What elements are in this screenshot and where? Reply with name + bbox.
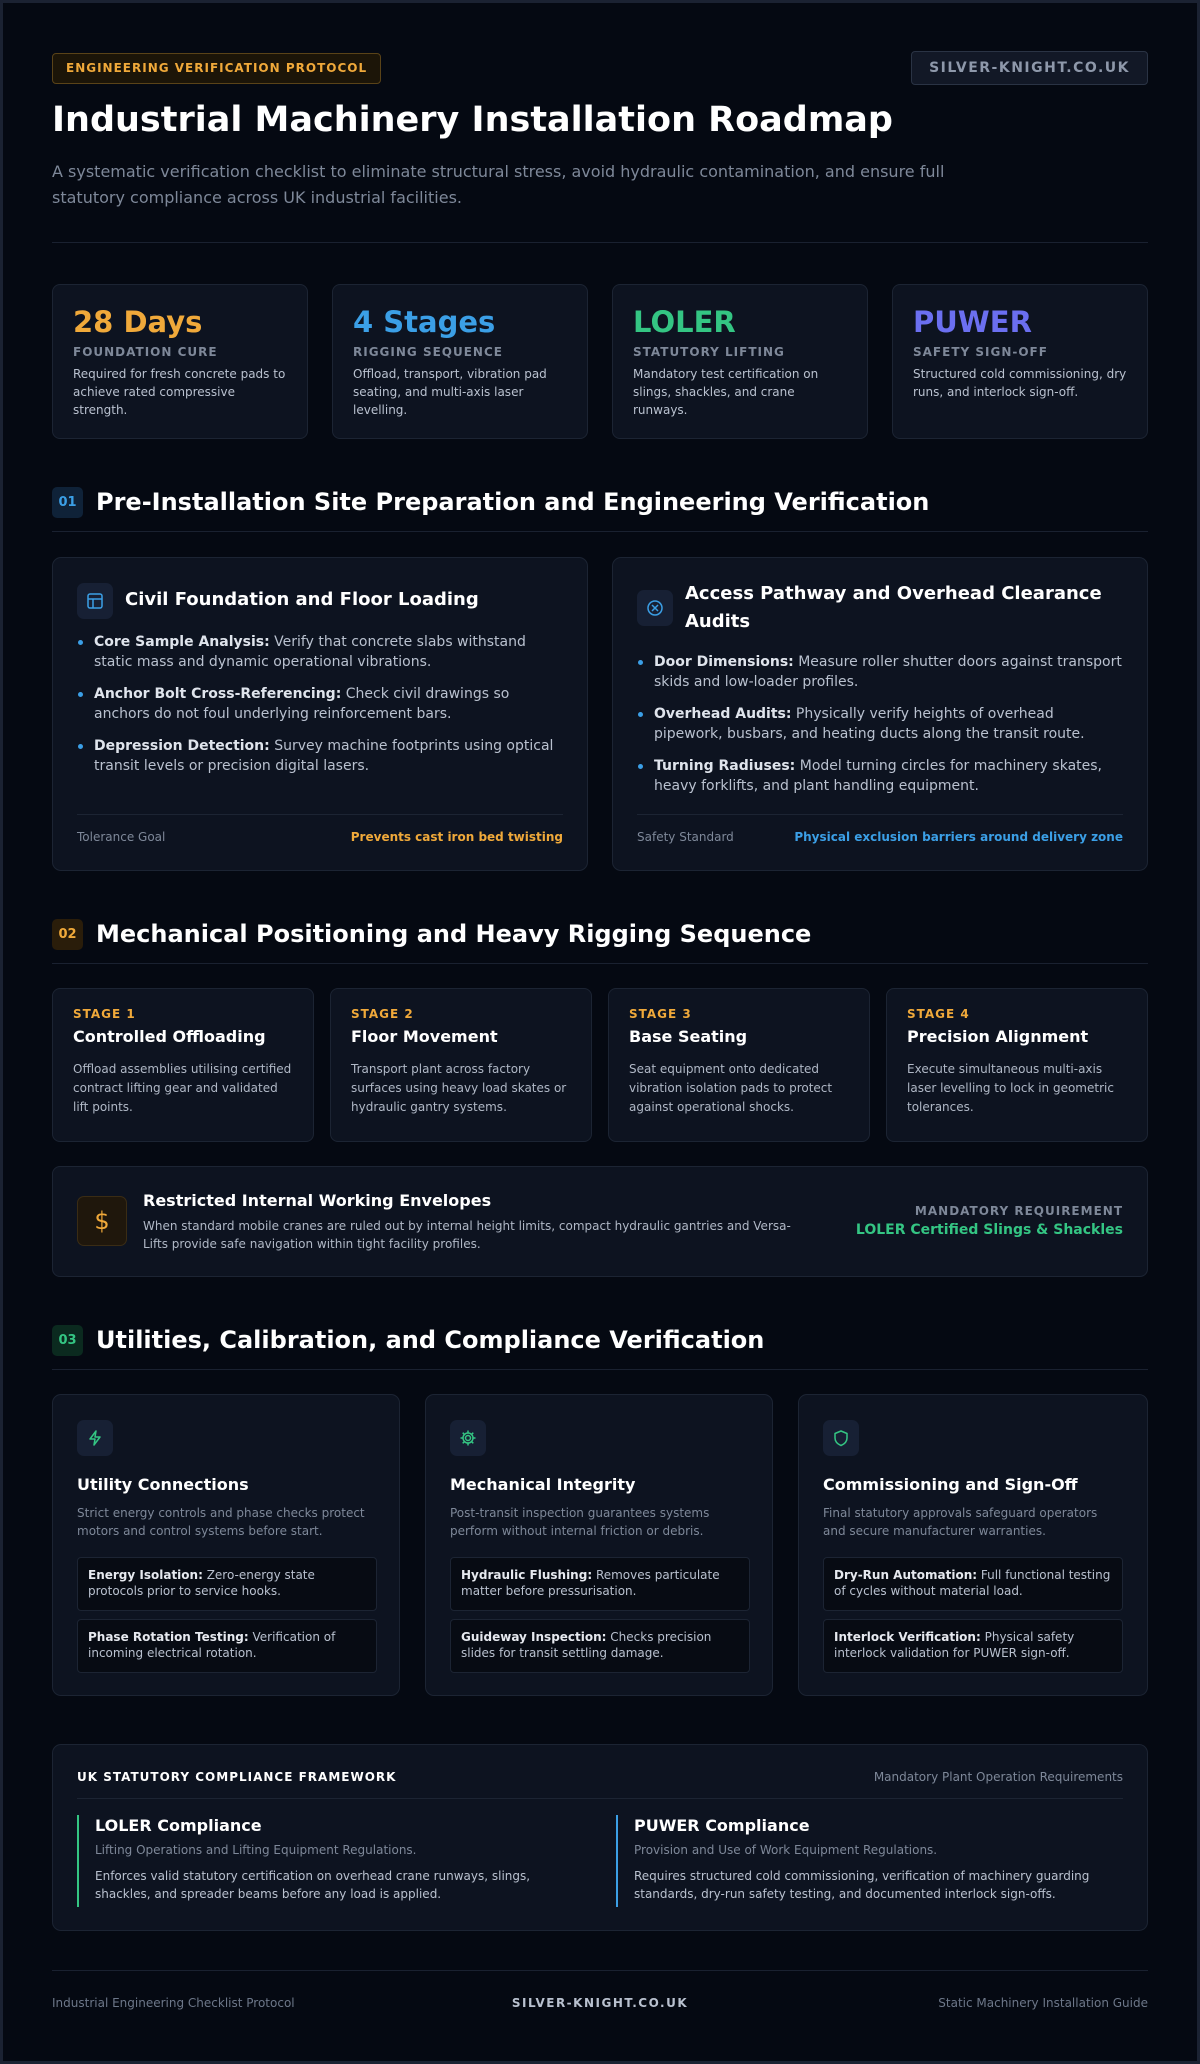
stat-desc: Mandatory test certification on slings, shackles, and crane runways. — [633, 367, 819, 417]
loler-compliance — [77, 1815, 577, 1907]
stat-card-loler — [612, 284, 868, 439]
mechanical-integrity-card — [425, 1394, 773, 1696]
header-divider — [52, 242, 1148, 243]
footer-label: Tolerance Goal — [77, 830, 166, 844]
compliance-subheading: Mandatory Plant Operation Requirements — [873, 1770, 1123, 1784]
access-pathway-card — [612, 557, 1148, 871]
stage-card-2 — [330, 988, 592, 1142]
section-header-02 — [52, 919, 1148, 953]
footer-label: Safety Standard — [637, 830, 734, 844]
stat-label: STATUTORY LIFTING — [633, 345, 785, 359]
envelope-title: Restricted Internal Working Envelopes — [143, 1191, 492, 1210]
list-item: Core Sample Analysis: Verify that concrete slabs withstand static mass and dynamic operational vibrations. — [77, 632, 565, 672]
stage-desc: Offload assemblies utilising certified contract lifting gear and validated lift points. — [73, 1062, 292, 1114]
card-footer — [637, 814, 1123, 864]
section-divider — [52, 531, 1148, 532]
card-desc: Strict energy controls and phase checks protect motors and control systems before start. — [77, 1506, 365, 1538]
card-title: Commissioning and Sign-Off — [823, 1475, 1078, 1494]
card-title: Civil Foundation and Floor Loading — [125, 589, 479, 610]
commissioning-card — [798, 1394, 1148, 1696]
stat-card-foundation — [52, 284, 308, 439]
top-bar — [52, 53, 1148, 85]
card-title: Utility Connections — [77, 1475, 249, 1494]
stage-card-3 — [608, 988, 870, 1142]
layout-icon — [77, 583, 113, 619]
list-item: Depression Detection: Survey machine footprints using optical transit levels or precision digital lasers. — [77, 736, 565, 776]
footer-value: Prevents cast iron bed twisting — [350, 830, 563, 844]
footer-right-text: Static Machinery Installation Guide — [938, 1996, 1148, 2010]
stat-value: LOLER — [633, 305, 736, 339]
domain-badge[interactable]: SILVER-KNIGHT.CO.UK — [911, 51, 1148, 85]
compliance-divider — [77, 1798, 1123, 1799]
check-item: Hydraulic Flushing: Removes particulate matter before pressurisation. — [450, 1557, 750, 1611]
stat-card-rigging — [332, 284, 588, 439]
section-title: Pre-Installation Site Preparation and Engineering Verification — [96, 488, 930, 516]
card-desc: Final statutory approvals safeguard operators and secure manufacturer warranties. — [823, 1506, 1098, 1538]
section-number: 02 — [52, 919, 83, 950]
compliance-title: LOLER Compliance — [95, 1816, 262, 1835]
section-header-03 — [52, 1325, 1148, 1359]
list-item: Turning Radiuses: Model turning circles for machinery skates, heavy forklifts, and plant handling equipment. — [637, 756, 1125, 796]
list-item: Door Dimensions: Measure roller shutter doors against transport skids and low-loader profiles. — [637, 652, 1125, 692]
page-subtitle: A systematic verification checklist to eliminate structural stress, avoid hydraulic contamination, and ensure full statutory compliance across UK industrial facilities. — [52, 162, 945, 207]
card-footer — [77, 814, 563, 864]
compliance-sub: Provision and Use of Work Equipment Regulations. — [634, 1843, 938, 1857]
section-divider — [52, 963, 1148, 964]
x-circle-icon — [637, 590, 673, 626]
stat-desc: Offload, transport, vibration pad seating, and multi-axis laser levelling. — [353, 367, 547, 417]
stage-desc: Seat equipment onto dedicated vibration isolation pads to protect against operational shocks. — [629, 1062, 833, 1114]
lightning-icon — [77, 1420, 113, 1456]
stat-value: PUWER — [913, 305, 1032, 339]
compliance-sub: Lifting Operations and Lifting Equipment Regulations. — [95, 1843, 417, 1857]
stage-number: STAGE 1 — [73, 1007, 136, 1021]
requirement-value: LOLER Certified Slings & Shackles — [855, 1222, 1123, 1238]
stage-title: Floor Movement — [351, 1027, 498, 1046]
gear-icon — [450, 1420, 486, 1456]
bullet-list — [637, 652, 1125, 808]
check-item: Dry-Run Automation: Full functional testing of cycles without material load. — [823, 1557, 1123, 1611]
stage-desc: Transport plant across factory surfaces using heavy load skates or hydraulic gantry systems. — [351, 1062, 567, 1114]
requirement-label: MANDATORY REQUIREMENT — [914, 1204, 1123, 1218]
stage-desc: Execute simultaneous multi-axis laser levelling to lock in geometric tolerances. — [907, 1062, 1114, 1114]
stage-card-4 — [886, 988, 1148, 1142]
compliance-title: PUWER Compliance — [634, 1816, 810, 1835]
section-title: Mechanical Positioning and Heavy Rigging Sequence — [96, 920, 812, 948]
section-header-01 — [52, 487, 1148, 521]
shield-icon — [823, 1420, 859, 1456]
footer-divider — [52, 1970, 1148, 1971]
section-divider — [52, 1369, 1148, 1370]
compliance-desc: Enforces valid statutory certification on overhead crane runways, slings, shackles, and spreader beams before any load is applied. — [95, 1869, 531, 1901]
stat-value: 28 Days — [73, 305, 203, 339]
card-title: Mechanical Integrity — [450, 1475, 636, 1494]
dollar-icon: $ — [77, 1196, 127, 1246]
section-number: 03 — [52, 1325, 83, 1356]
compliance-desc: Requires structured cold commissioning, verification of machinery guarding standards, dry-run safety testing, and documented interlock sign-offs. — [634, 1869, 1090, 1901]
puwer-compliance — [616, 1815, 1116, 1907]
stat-desc: Structured cold commissioning, dry runs, and interlock sign-off. — [913, 367, 1127, 399]
compliance-framework-panel — [52, 1744, 1148, 1931]
page-title: Industrial Machinery Installation Roadmap — [52, 100, 893, 140]
stat-label: FOUNDATION CURE — [73, 345, 218, 359]
stat-label: SAFETY SIGN-OFF — [913, 345, 1048, 359]
utility-connections-card — [52, 1394, 400, 1696]
stat-value: 4 Stages — [353, 305, 496, 339]
card-title: Access Pathway and Overhead Clearance Audits — [685, 583, 1102, 632]
stage-title: Precision Alignment — [907, 1027, 1089, 1046]
stage-number: STAGE 2 — [351, 1007, 414, 1021]
card-desc: Post-transit inspection guarantees systems perform without internal friction or debris. — [450, 1506, 710, 1538]
stage-number: STAGE 4 — [907, 1007, 970, 1021]
envelope-desc: When standard mobile cranes are ruled out by internal height limits, compact hydraulic gantries and Versa-Lifts provide safe navigation within tight facility profiles. — [143, 1219, 791, 1251]
protocol-badge: ENGINEERING VERIFICATION PROTOCOL — [52, 53, 381, 84]
section-number: 01 — [52, 487, 83, 518]
list-item: Anchor Bolt Cross-Referencing: Check civil drawings so anchors do not foul underlying reinforcement bars. — [77, 684, 565, 724]
stage-title: Base Seating — [629, 1027, 748, 1046]
stage-title: Controlled Offloading — [73, 1027, 266, 1046]
civil-foundation-card — [52, 557, 588, 871]
section-title: Utilities, Calibration, and Compliance Verification — [96, 1326, 765, 1354]
stage-number: STAGE 3 — [629, 1007, 692, 1021]
bullet-list — [77, 632, 565, 788]
stat-desc: Required for fresh concrete pads to achieve rated compressive strength. — [73, 367, 286, 417]
stat-label: RIGGING SEQUENCE — [353, 345, 503, 359]
footer-value: Physical exclusion barriers around delivery zone — [794, 830, 1123, 844]
compliance-heading: UK STATUTORY COMPLIANCE FRAMEWORK — [77, 1770, 397, 1784]
list-item: Overhead Audits: Physically verify heights of overhead pipework, busbars, and heating ducts along the transit route. — [637, 704, 1125, 744]
stat-cards — [52, 284, 1148, 439]
stage-card-1 — [52, 988, 314, 1142]
working-envelope-panel — [52, 1166, 1148, 1277]
check-item: Guideway Inspection: Checks precision slides for transit settling damage. — [450, 1619, 750, 1673]
footer-domain[interactable]: SILVER-KNIGHT.CO.UK — [511, 1996, 689, 2010]
check-item: Interlock Verification: Physical safety interlock validation for PUWER sign-off. — [823, 1619, 1123, 1673]
footer-left-text: Industrial Engineering Checklist Protocol — [52, 1996, 295, 2010]
stat-card-puwer — [892, 284, 1148, 439]
check-item: Energy Isolation: Zero-energy state protocols prior to service hooks. — [77, 1557, 377, 1611]
check-item: Phase Rotation Testing: Verification of incoming electrical rotation. — [77, 1619, 377, 1673]
